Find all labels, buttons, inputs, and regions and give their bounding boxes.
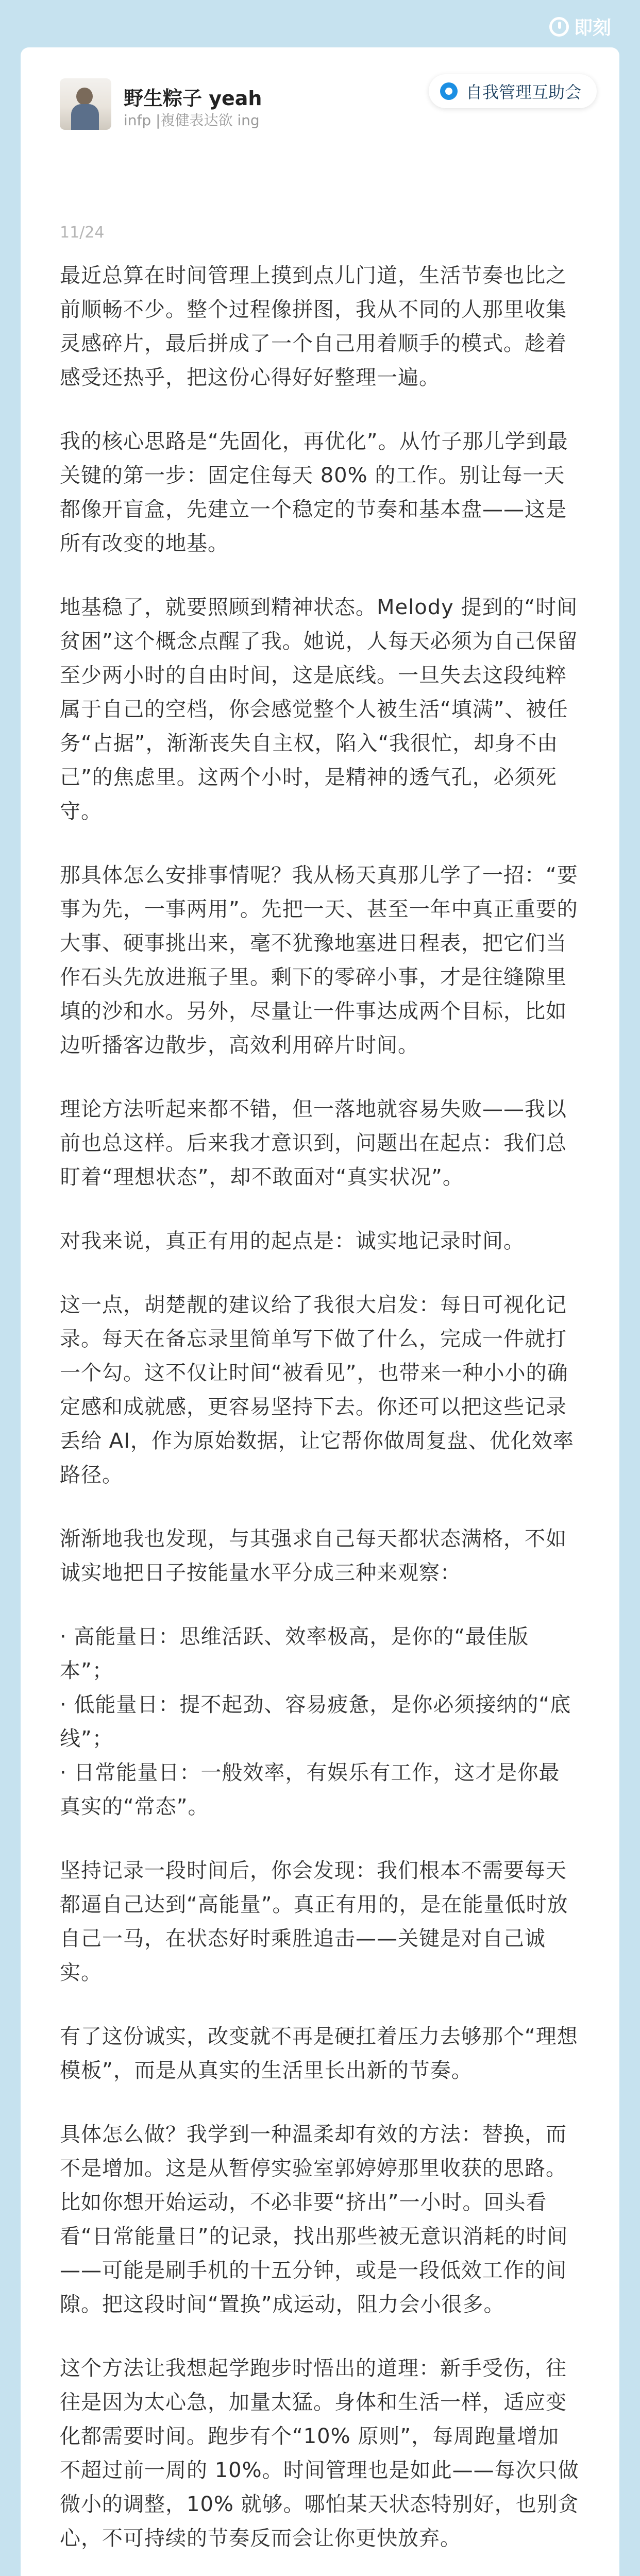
post-paragraph: 坚持记录一段时间后，你会发现：我们根本不需要每天都逼自己达到“高能量”。真正有用的，是在能量低时放自己一马，在状态好时乘胜追击——关键是对自己诚实。	[60, 1859, 568, 1985]
post-paragraph: 这一点，胡楚靓的建议给了我很大启发：每日可视化记录。每天在备忘录里简单写下做了什么，完成一件就打一个勾。这不仅让时间“被看见”，也带来一种小小的确定感和成就感，更容易坚持下去。你还可以把这些记录丢给 AI，作为原始数据，让它帮你做周复盘、优化效率路径。	[60, 1293, 574, 1487]
group-tag-button[interactable]	[429, 74, 597, 108]
post-paragraph: 这个方法让我想起学跑步时悟出的道理：新手受伤，往往是因为太心急，加量太猛。身体和生活一样，适应变化都需要时间。跑步有个“10% 原则”，每周跑量增加不超过前一周的 10%。时间管理也是如此——每次只做微小的调整，10% 就够。哪怕某天状态特别好，也别贪心，不可持续的节奏反而会让你更快放弃。	[60, 2357, 579, 2550]
post-paragraph: 地基稳了，就要照顾到精神状态。Melody 提到的“时间贫困”这个概念点醒了我。她说，人每天必须为自己保留至少两小时的自由时间，这是底线。一旦失去这段纯粹属于自己的空档，你会感觉整个人被生活“填满”、被任务“占据”，渐渐丧失自主权，陷入“我很忙，却身不由己”的焦虑里。这两个小时，是精神的透气孔，必须死守。	[60, 596, 578, 823]
post-paragraph: 最近总算在时间管理上摸到点儿门道，生活节奏也比之前顺畅不少。整个过程像拼图，我从不同的人那里收集灵感碎片，最后拼成了一个自己用着顺手的模式。趁着感受还热乎，把这份心得好好整理一遍。	[60, 264, 567, 389]
author-name[interactable]: 野生粽子 yeah	[124, 87, 262, 110]
post-paragraph: 对我来说，真正有用的起点是：诚实地记录时间。	[60, 1229, 525, 1253]
post-card	[21, 47, 619, 2576]
post-date: 11/24	[60, 224, 105, 242]
post-header	[21, 47, 619, 150]
avatar[interactable]	[60, 78, 111, 130]
avatar-body-shape	[71, 104, 99, 130]
post-paragraph: · 高能量日：思维活跃、效率极高，是你的“最佳版本”； · 低能量日：提不起劲、容易疲惫，是你必须接纳的“底线”； · 日常能量日：一般效率，有娱乐有工作，这才是你最真实的“常态”。	[60, 1625, 571, 1819]
author-subtitle: infp |複健表达欲 ing	[124, 112, 260, 129]
group-tag-label: 自我管理互助会	[465, 82, 581, 102]
group-icon	[440, 82, 458, 100]
avatar-head-shape	[76, 88, 93, 105]
post-paragraph: 渐渐地我也发现，与其强求自己每天都状态满格，不如诚实地把日子按能量水平分成三种来观察：	[60, 1527, 567, 1585]
brand-header	[549, 13, 611, 40]
post-paragraph: 那具体怎么安排事情呢？我从杨天真那儿学了一招：“要事为先，一事两用”。先把一天、甚至一年中真正重要的大事、硬事挑出来，毫不犹豫地塞进日程表，把它们当作石头先放进瓶子里。剩下的零碎小事，才是往缝隙里填的沙和水。另外，尽量让一件事达成两个目标，比如边听播客边散步，高效利用碎片时间。	[60, 863, 578, 1057]
post-paragraph: 我的核心思路是“先固化，再优化”。从竹子那儿学到最关键的第一步：固定住每天 80% 的工作。别让每一天都像开盲盒，先建立一个稳定的节奏和基本盘——这是所有改变的地基。	[60, 430, 568, 555]
post-paragraph: 有了这份诚实，改变就不再是硬扛着压力去够那个“理想模板”，而是从真实的生活里长出新的节奏。	[60, 2025, 578, 2082]
post-paragraph: 理论方法听起来都不错，但一落地就容易失败——我以前也总这样。后来我才意识到，问题出在起点：我们总盯着“理想状态”，却不敢面对“真实状况”。	[60, 1097, 567, 1189]
post-content	[60, 259, 580, 2576]
post-paragraph: 具体怎么做？我学到一种温柔却有效的方法：替换，而不是增加。这是从暂停实验室郭婷婷那里收获的思路。比如你想开始运动，不必非要“挤出”一小时。回头看看“日常能量日”的记录，找出那些被无意识消耗的时间——可能是刷手机的十五分钟，或是一段低效工作的间隙。把这段时间“置换”成运动，阻力会小很多。	[60, 2123, 568, 2316]
jike-logo-icon	[549, 17, 569, 37]
brand-name: 即刻	[574, 18, 611, 39]
